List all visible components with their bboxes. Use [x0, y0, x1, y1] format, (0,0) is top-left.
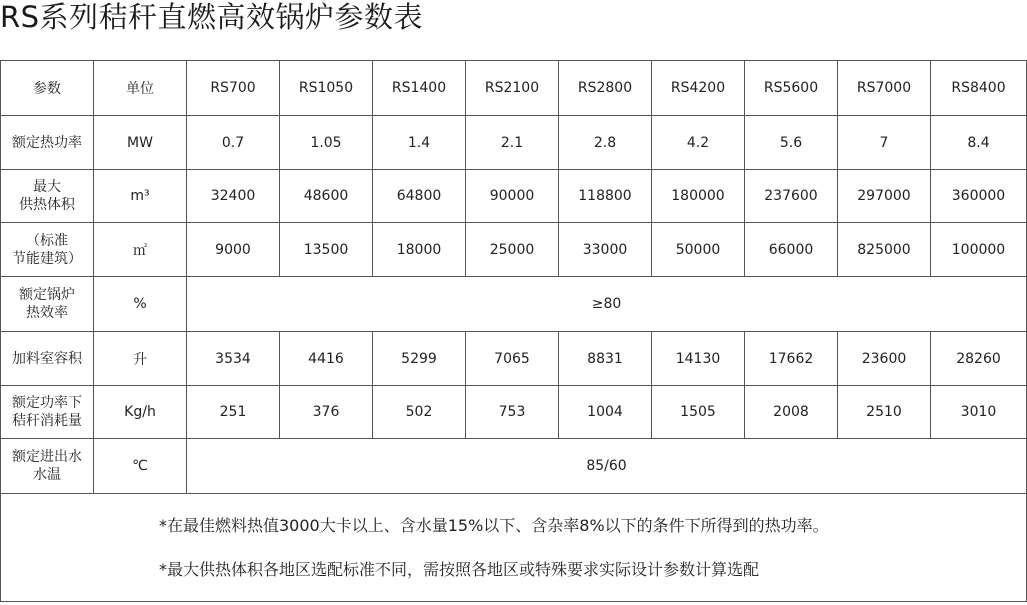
table-cell: 297000	[838, 170, 931, 223]
header-model: RS1400	[373, 61, 466, 116]
table-cell: 33000	[559, 223, 652, 277]
table-cell: 0.7	[187, 116, 280, 170]
row-unit: 升	[94, 332, 187, 386]
table-cell: 90000	[466, 170, 559, 223]
header-model: RS700	[187, 61, 280, 116]
table-cell: 14130	[652, 332, 745, 386]
table-cell: 48600	[280, 170, 373, 223]
table-cell: 18000	[373, 223, 466, 277]
table-cell: 25000	[466, 223, 559, 277]
parameter-table	[0, 60, 1027, 602]
row-label-line: 额定功率下	[12, 395, 82, 411]
table-cell: 5299	[373, 332, 466, 386]
table-cell: 64800	[373, 170, 466, 223]
row-unit: ㎡	[94, 223, 187, 277]
row-label-line: 额定锅炉	[19, 287, 75, 303]
header-model: RS1050	[280, 61, 373, 116]
table-cell: 32400	[187, 170, 280, 223]
row-label: 加料室容积	[1, 332, 94, 386]
chamber-row	[1, 332, 1027, 386]
table-cell-merged: 85/60	[187, 439, 1027, 494]
table-cell: 13500	[280, 223, 373, 277]
table-cell: 100000	[931, 223, 1027, 277]
row-label: 额定热功率	[1, 116, 94, 170]
table-cell: 251	[187, 386, 280, 439]
row-label-line: 最大	[33, 179, 61, 195]
row-label-line: 供热体积	[19, 197, 75, 213]
row-unit: m³	[94, 170, 187, 223]
row-label	[1, 277, 94, 332]
row-label-line: 热效率	[26, 305, 68, 321]
table-cell: 237600	[745, 170, 838, 223]
row-unit: Kg/h	[94, 386, 187, 439]
table-cell: 376	[280, 386, 373, 439]
table-cell: 50000	[652, 223, 745, 277]
notes-row	[1, 494, 1027, 602]
row-label-line: 水温	[33, 467, 61, 483]
table-cell: 7065	[466, 332, 559, 386]
row-label	[1, 170, 94, 223]
table-cell: 5.6	[745, 116, 838, 170]
water-temp-row	[1, 439, 1027, 494]
table-cell: 4416	[280, 332, 373, 386]
table-cell: 825000	[838, 223, 931, 277]
heat-volume-row	[1, 170, 1027, 223]
table-cell: 3010	[931, 386, 1027, 439]
table-cell: 8.4	[931, 116, 1027, 170]
consumption-row	[1, 386, 1027, 439]
row-label	[1, 439, 94, 494]
table-cell: 2008	[745, 386, 838, 439]
note-line: *在最佳燃料热值3000大卡以上、含水量15%以下、含杂率8%以下的条件下所得到的热功率。	[159, 515, 829, 535]
row-unit: ℃	[94, 439, 187, 494]
table-cell: 66000	[745, 223, 838, 277]
table-cell: 28260	[931, 332, 1027, 386]
header-unit: 单位	[94, 61, 187, 116]
table-cell: 2510	[838, 386, 931, 439]
page-title: RS系列秸秆直燃高效锅炉参数表	[0, 0, 424, 34]
row-label	[1, 386, 94, 439]
table-cell: 7	[838, 116, 931, 170]
row-label-line: 秸秆消耗量	[12, 413, 82, 429]
row-label-line: 节能建筑）	[12, 250, 82, 267]
table-cell: 753	[466, 386, 559, 439]
table-cell: 8831	[559, 332, 652, 386]
table-cell: 2.8	[559, 116, 652, 170]
parameter-table-wrapper	[0, 60, 1027, 605]
row-label-line: 额定进出水	[12, 449, 82, 465]
header-model: RS2800	[559, 61, 652, 116]
header-model: RS2100	[466, 61, 559, 116]
heat-area-row	[1, 223, 1027, 277]
row-unit: %	[94, 277, 187, 332]
table-cell: 4.2	[652, 116, 745, 170]
header-model: RS7000	[838, 61, 931, 116]
power-row	[1, 116, 1027, 170]
table-cell: 1004	[559, 386, 652, 439]
table-cell: 360000	[931, 170, 1027, 223]
table-cell: 180000	[652, 170, 745, 223]
table-cell: 9000	[187, 223, 280, 277]
note-line: *最大供热体积各地区选配标准不同，需按照各地区或特殊要求实际设计参数计算选配	[159, 559, 760, 579]
notes-cell	[1, 494, 1027, 602]
table-cell: 2.1	[466, 116, 559, 170]
row-unit: MW	[94, 116, 187, 170]
header-param: 参数	[1, 61, 94, 116]
table-cell: 118800	[559, 170, 652, 223]
header-model: RS5600	[745, 61, 838, 116]
table-cell: 23600	[838, 332, 931, 386]
table-cell: 1.05	[280, 116, 373, 170]
table-cell: 1.4	[373, 116, 466, 170]
efficiency-row	[1, 277, 1027, 332]
table-cell-merged: ≥80	[187, 277, 1027, 332]
table-cell: 1505	[652, 386, 745, 439]
row-label-line: （标准	[26, 232, 68, 249]
header-model: RS4200	[652, 61, 745, 116]
table-cell: 17662	[745, 332, 838, 386]
table-cell: 3534	[187, 332, 280, 386]
header-model: RS8400	[931, 61, 1027, 116]
table-cell: 502	[373, 386, 466, 439]
header-row	[1, 61, 1027, 116]
row-label	[1, 223, 94, 277]
